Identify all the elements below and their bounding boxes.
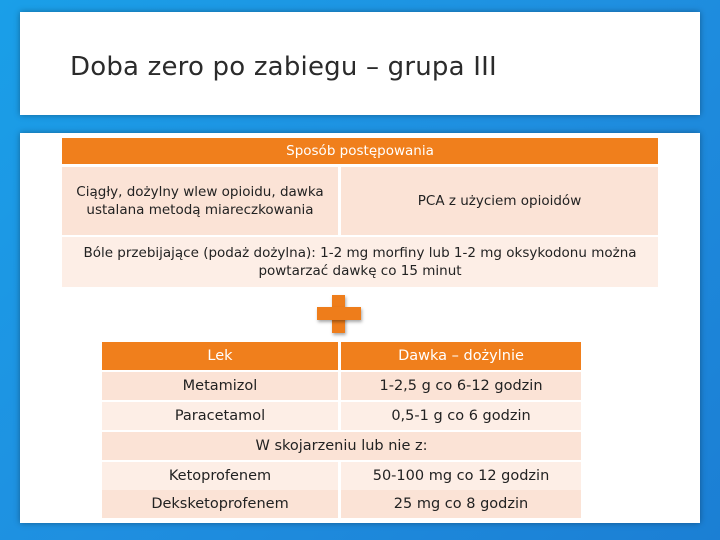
plus-icon	[317, 295, 361, 333]
combo-row-ketoprofen-drug: Ketoprofenem	[102, 462, 338, 490]
dose-header-dose: Dawka – dożylnie	[341, 342, 581, 370]
combo-row-ketoprofen-dose: 50-100 mg co 12 godzin	[341, 462, 581, 490]
procedure-continuous-infusion: Ciągły, dożylny wlew opioidu, dawka ustalana metodą miareczkowania	[62, 167, 338, 235]
combination-label: W skojarzeniu lub nie z:	[102, 432, 581, 460]
dose-row-paracetamol-dose: 0,5-1 g co 6 godzin	[341, 402, 581, 430]
procedure-pca: PCA z użyciem opioidów	[341, 167, 658, 235]
content-panel	[20, 133, 700, 523]
dose-row-paracetamol-drug: Paracetamol	[102, 402, 338, 430]
procedure-breakthrough-pain: Bóle przebijające (podaż dożylna): 1-2 mg morfiny lub 1-2 mg oksykodonu można powtarzać dawkę co 15 minut	[62, 237, 658, 287]
combo-row-dexketoprofen-dose: 25 mg co 8 godzin	[341, 490, 581, 518]
dose-row-metamizol-dose: 1-2,5 g co 6-12 godzin	[341, 372, 581, 400]
title-panel	[20, 12, 700, 115]
combo-row-dexketoprofen-drug: Deksketoprofenem	[102, 490, 338, 518]
dose-header-drug: Lek	[102, 342, 338, 370]
slide-title: Doba zero po zabiegu – grupa III	[70, 52, 497, 82]
procedure-table-header: Sposób postępowania	[62, 138, 658, 164]
dose-row-metamizol-drug: Metamizol	[102, 372, 338, 400]
